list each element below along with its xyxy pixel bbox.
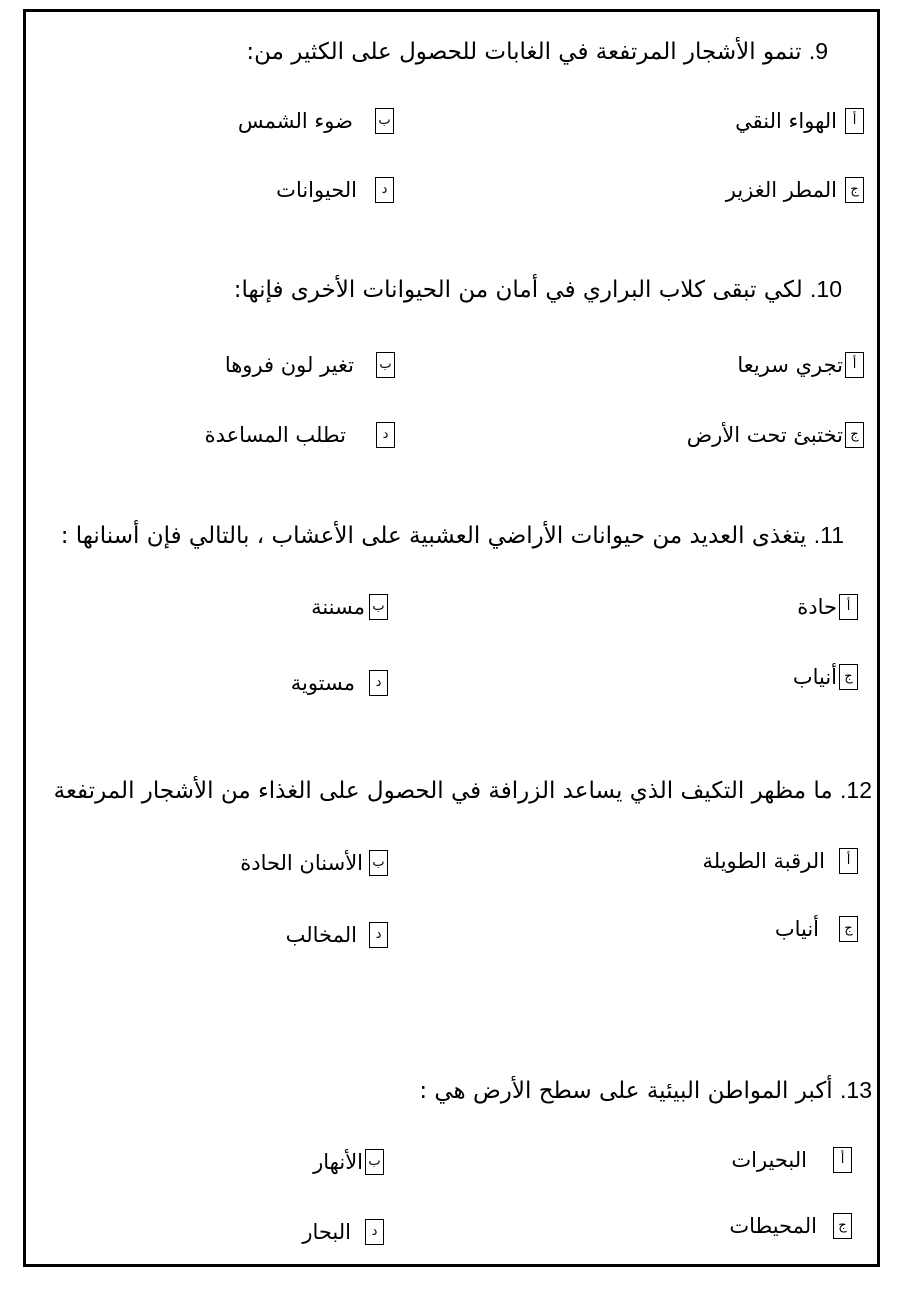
option-d[interactable]: [286, 922, 388, 948]
option-letter-box: د: [365, 1219, 384, 1245]
option-letter-box: ج: [839, 664, 858, 690]
option-d[interactable]: [302, 1219, 384, 1245]
option-text: الرقبة الطويلة: [702, 849, 825, 873]
option-a[interactable]: [735, 108, 864, 134]
option-text: الأسنان الحادة: [240, 851, 363, 875]
option-letter-box: ج: [845, 177, 864, 203]
question-text: أكبر المواطن البيئية على سطح الأرض هي :: [419, 1078, 833, 1104]
option-letter-box: ب: [369, 594, 388, 620]
option-c[interactable]: [793, 664, 858, 690]
option-letter-box: د: [375, 177, 394, 203]
option-text: حادة: [797, 595, 837, 619]
option-text: أنياب: [792, 665, 837, 689]
question-text: لكي تبقى كلاب البراري في أمان من الحيوانات الأخرى فإنها:: [233, 277, 803, 303]
option-letter-box: ب: [365, 1149, 384, 1175]
option-c[interactable]: [687, 422, 864, 448]
option-text: أنياب: [774, 917, 819, 941]
question-number: 9.: [808, 38, 828, 64]
option-d[interactable]: [276, 177, 394, 203]
question-number: 13.: [840, 1077, 872, 1103]
option-text: تختبئ تحت الأرض: [686, 423, 843, 447]
question-number: 12.: [840, 777, 872, 803]
option-a[interactable]: [731, 1147, 852, 1173]
option-a[interactable]: [737, 352, 864, 378]
question-11: [61, 522, 844, 549]
question-text: يتغذى العديد من حيوانات الأراضي العشبية على الأعشاب ، بالتالي فإن أسنانها :: [60, 523, 807, 549]
question-13: [419, 1077, 872, 1104]
question-text: ما مظهر التكيف الذي يساعد الزرافة في الحصول على الغذاء من الأشجار المرتفعة: [53, 778, 833, 804]
option-letter-box: د: [376, 422, 395, 448]
option-letter-box: أ: [839, 848, 858, 874]
option-b[interactable]: [311, 594, 388, 620]
option-text: مسننة: [311, 595, 365, 619]
option-a[interactable]: [703, 848, 859, 874]
question-text: تنمو الأشجار المرتفعة في الغابات للحصول على الكثير من:: [246, 39, 802, 65]
option-b[interactable]: [238, 108, 394, 134]
question-number: 11.: [813, 522, 844, 548]
option-b[interactable]: [240, 850, 388, 876]
question-12: [54, 777, 872, 804]
option-letter-box: ب: [369, 850, 388, 876]
option-text: الهواء النقي: [735, 109, 837, 133]
option-text: تطلب المساعدة: [204, 423, 346, 447]
option-text: الحيوانات: [276, 178, 357, 202]
option-letter-box: أ: [845, 352, 864, 378]
question-9: [246, 38, 828, 65]
option-text: المطر الغزير: [725, 178, 837, 202]
option-text: تجري سريعا: [737, 353, 843, 377]
option-a[interactable]: [797, 594, 858, 620]
question-number: 10.: [810, 276, 842, 302]
option-text: مستوية: [290, 671, 355, 695]
option-letter-box: أ: [839, 594, 858, 620]
option-c[interactable]: [729, 1213, 852, 1239]
option-letter-box: أ: [845, 108, 864, 134]
option-letter-box: ج: [833, 1213, 852, 1239]
option-letter-box: د: [369, 922, 388, 948]
option-text: المخالب: [285, 923, 357, 947]
option-text: تغير لون فروها: [224, 353, 354, 377]
option-d[interactable]: [291, 670, 388, 696]
option-b[interactable]: [225, 352, 395, 378]
option-letter-box: ج: [845, 422, 864, 448]
option-b[interactable]: [313, 1149, 384, 1175]
option-text: البحيرات: [731, 1148, 807, 1172]
option-d[interactable]: [205, 422, 395, 448]
option-c[interactable]: [726, 177, 864, 203]
option-letter-box: ب: [376, 352, 395, 378]
option-letter-box: ب: [375, 108, 394, 134]
question-10: [234, 276, 842, 303]
option-letter-box: ج: [839, 916, 858, 942]
option-letter-box: أ: [833, 1147, 852, 1173]
option-text: الأنهار: [313, 1150, 363, 1174]
option-c[interactable]: [775, 916, 858, 942]
option-text: البحار: [302, 1220, 351, 1244]
option-text: ضوء الشمس: [237, 109, 353, 133]
option-text: المحيطات: [729, 1214, 817, 1238]
option-letter-box: د: [369, 670, 388, 696]
